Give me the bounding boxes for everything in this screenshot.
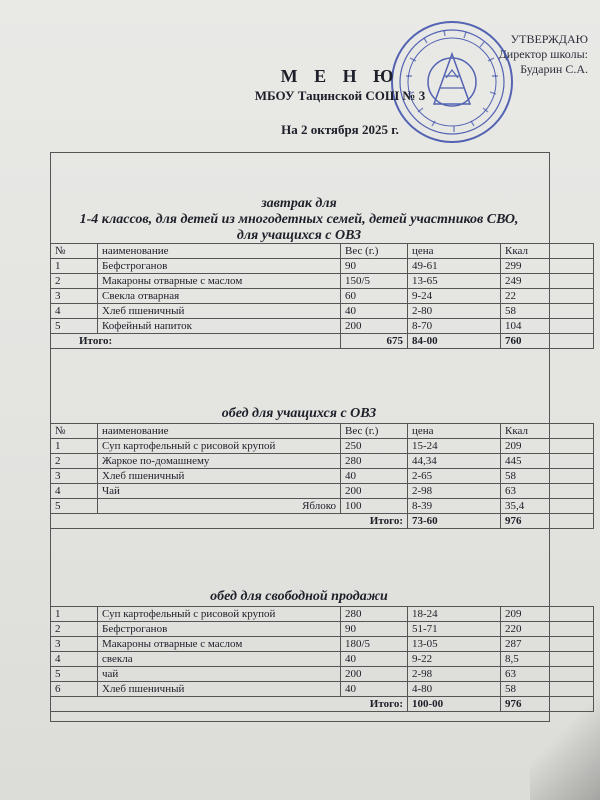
col-kcal-header: Ккал <box>501 244 594 259</box>
table-row <box>51 682 594 697</box>
cell-weight: 40 <box>341 304 408 319</box>
cell-num: 2 <box>51 454 98 469</box>
cell-kcal: 58 <box>501 469 594 484</box>
total-row <box>51 697 594 712</box>
col-num-header: № <box>51 244 98 259</box>
total-label: Итого: <box>51 334 341 349</box>
table-row <box>51 484 594 499</box>
breakfast-title-line: 1-4 классов, для детей из многодетных семей, детей участников СВО, <box>79 212 519 227</box>
lunch-free-table <box>50 606 594 712</box>
table-row <box>51 274 594 289</box>
cell-name: Жаркое по-домашнему <box>98 454 341 469</box>
page-title: М Е Н Ю <box>280 66 400 86</box>
cell-name: Яблоко <box>98 499 341 514</box>
cell-weight: 90 <box>341 259 408 274</box>
cell-num: 4 <box>51 652 98 667</box>
total-label: Итого: <box>51 697 408 712</box>
cell-price: 51-71 <box>408 622 501 637</box>
cell-kcal: 445 <box>501 454 594 469</box>
school-name: МБОУ Тацинской СОШ № 3 <box>254 88 426 103</box>
cell-num: 4 <box>51 304 98 319</box>
cell-price: 8-70 <box>408 319 501 334</box>
breakfast-title-line: для учащихся с ОВЗ <box>236 228 362 243</box>
cell-kcal: 287 <box>501 637 594 652</box>
table-row <box>51 622 594 637</box>
cell-price: 2-80 <box>408 304 501 319</box>
cell-kcal: 299 <box>501 259 594 274</box>
cell-kcal: 22 <box>501 289 594 304</box>
cell-num: 1 <box>51 439 98 454</box>
cell-weight: 280 <box>341 607 408 622</box>
cell-name: Суп картофельный с рисовой крупой <box>98 607 341 622</box>
cell-name: Хлеб пшеничный <box>98 304 341 319</box>
cell-name: Бефстроганов <box>98 622 341 637</box>
cell-num: 3 <box>51 289 98 304</box>
cell-weight: 40 <box>341 469 408 484</box>
col-name-header: наименование <box>98 244 341 259</box>
cell-kcal: 8,5 <box>501 652 594 667</box>
cell-weight: 100 <box>341 499 408 514</box>
total-label: Итого: <box>51 514 408 529</box>
total-weight: 675 <box>341 334 408 349</box>
cell-num: 1 <box>51 607 98 622</box>
cell-weight: 180/5 <box>341 637 408 652</box>
table-row <box>51 637 594 652</box>
cell-price: 13-65 <box>408 274 501 289</box>
table-row <box>51 319 594 334</box>
table-row <box>51 289 594 304</box>
cell-weight: 200 <box>341 667 408 682</box>
cell-weight: 90 <box>341 622 408 637</box>
cell-kcal: 249 <box>501 274 594 289</box>
col-price-header: цена <box>408 424 501 439</box>
cell-kcal: 209 <box>501 439 594 454</box>
cell-name: Свекла отварная <box>98 289 341 304</box>
cell-weight: 150/5 <box>341 274 408 289</box>
table-row <box>51 454 594 469</box>
lunch-free-title: обед для свободной продажи <box>210 589 388 604</box>
cell-num: 5 <box>51 499 98 514</box>
col-kcal-header: Ккал <box>501 424 594 439</box>
cell-name: Хлеб пшеничный <box>98 682 341 697</box>
cell-kcal: 58 <box>501 304 594 319</box>
table-header-row <box>51 424 594 439</box>
cell-num: 2 <box>51 622 98 637</box>
cell-price: 49-61 <box>408 259 501 274</box>
cell-price: 8-39 <box>408 499 501 514</box>
approval-line: УТВЕРЖДАЮ <box>510 32 588 46</box>
cell-num: 2 <box>51 274 98 289</box>
cell-num: 1 <box>51 259 98 274</box>
cell-weight: 40 <box>341 652 408 667</box>
total-price: 73-60 <box>408 514 501 529</box>
total-price: 84-00 <box>408 334 501 349</box>
cell-num: 3 <box>51 469 98 484</box>
col-weight-header: Вес (г.) <box>341 424 408 439</box>
cell-price: 2-98 <box>408 484 501 499</box>
cell-name: Чай <box>98 484 341 499</box>
cell-weight: 250 <box>341 439 408 454</box>
table-row <box>51 304 594 319</box>
col-num-header: № <box>51 424 98 439</box>
cell-kcal: 104 <box>501 319 594 334</box>
cell-num: 5 <box>51 319 98 334</box>
approval-position: Директор школы: <box>498 47 588 61</box>
cell-name: свекла <box>98 652 341 667</box>
cell-name: Кофейный напиток <box>98 319 341 334</box>
cell-num: 4 <box>51 484 98 499</box>
cell-price: 15-24 <box>408 439 501 454</box>
cell-weight: 200 <box>341 319 408 334</box>
table-row <box>51 259 594 274</box>
table-row <box>51 499 594 514</box>
cell-name: Суп картофельный с рисовой крупой <box>98 439 341 454</box>
col-weight-header: Вес (г.) <box>341 244 408 259</box>
cell-num: 5 <box>51 667 98 682</box>
cell-kcal: 209 <box>501 607 594 622</box>
cell-kcal: 63 <box>501 667 594 682</box>
cell-price: 13-05 <box>408 637 501 652</box>
cell-price: 18-24 <box>408 607 501 622</box>
cell-kcal: 63 <box>501 484 594 499</box>
breakfast-title <box>50 196 548 244</box>
table-row <box>51 607 594 622</box>
total-row <box>51 514 594 529</box>
cell-kcal: 58 <box>501 682 594 697</box>
cell-num: 6 <box>51 682 98 697</box>
cell-weight: 60 <box>341 289 408 304</box>
cell-name: Бефстроганов <box>98 259 341 274</box>
cell-price: 2-98 <box>408 667 501 682</box>
cell-price: 9-24 <box>408 289 501 304</box>
cell-name: Хлеб пшеничный <box>98 469 341 484</box>
cell-price: 44,34 <box>408 454 501 469</box>
total-kcal: 976 <box>501 514 594 529</box>
cell-num: 3 <box>51 637 98 652</box>
cell-price: 9-22 <box>408 652 501 667</box>
cell-name: Макароны отварные с маслом <box>98 637 341 652</box>
total-kcal: 760 <box>501 334 594 349</box>
lunch-ovz-title: обед для учащихся с ОВЗ <box>221 406 377 421</box>
table-header-row <box>51 244 594 259</box>
total-row <box>51 334 594 349</box>
table-row <box>51 469 594 484</box>
cell-price: 4-80 <box>408 682 501 697</box>
table-row <box>51 439 594 454</box>
breakfast-table <box>50 243 594 349</box>
cell-name: чай <box>98 667 341 682</box>
total-price: 100-00 <box>408 697 501 712</box>
approval-signer: Бударин С.А. <box>520 62 588 76</box>
col-name-header: наименование <box>98 424 341 439</box>
table-row <box>51 667 594 682</box>
table-row <box>51 652 594 667</box>
cell-kcal: 35,4 <box>501 499 594 514</box>
menu-date: На 2 октября 2025 г. <box>281 122 399 137</box>
cell-weight: 40 <box>341 682 408 697</box>
cell-weight: 280 <box>341 454 408 469</box>
lunch-ovz-table <box>50 423 594 529</box>
total-kcal: 976 <box>501 697 594 712</box>
breakfast-title-line: завтрак для <box>261 196 337 211</box>
cell-price: 2-65 <box>408 469 501 484</box>
col-price-header: цена <box>408 244 501 259</box>
cell-kcal: 220 <box>501 622 594 637</box>
cell-weight: 200 <box>341 484 408 499</box>
cell-name: Макароны отварные с маслом <box>98 274 341 289</box>
